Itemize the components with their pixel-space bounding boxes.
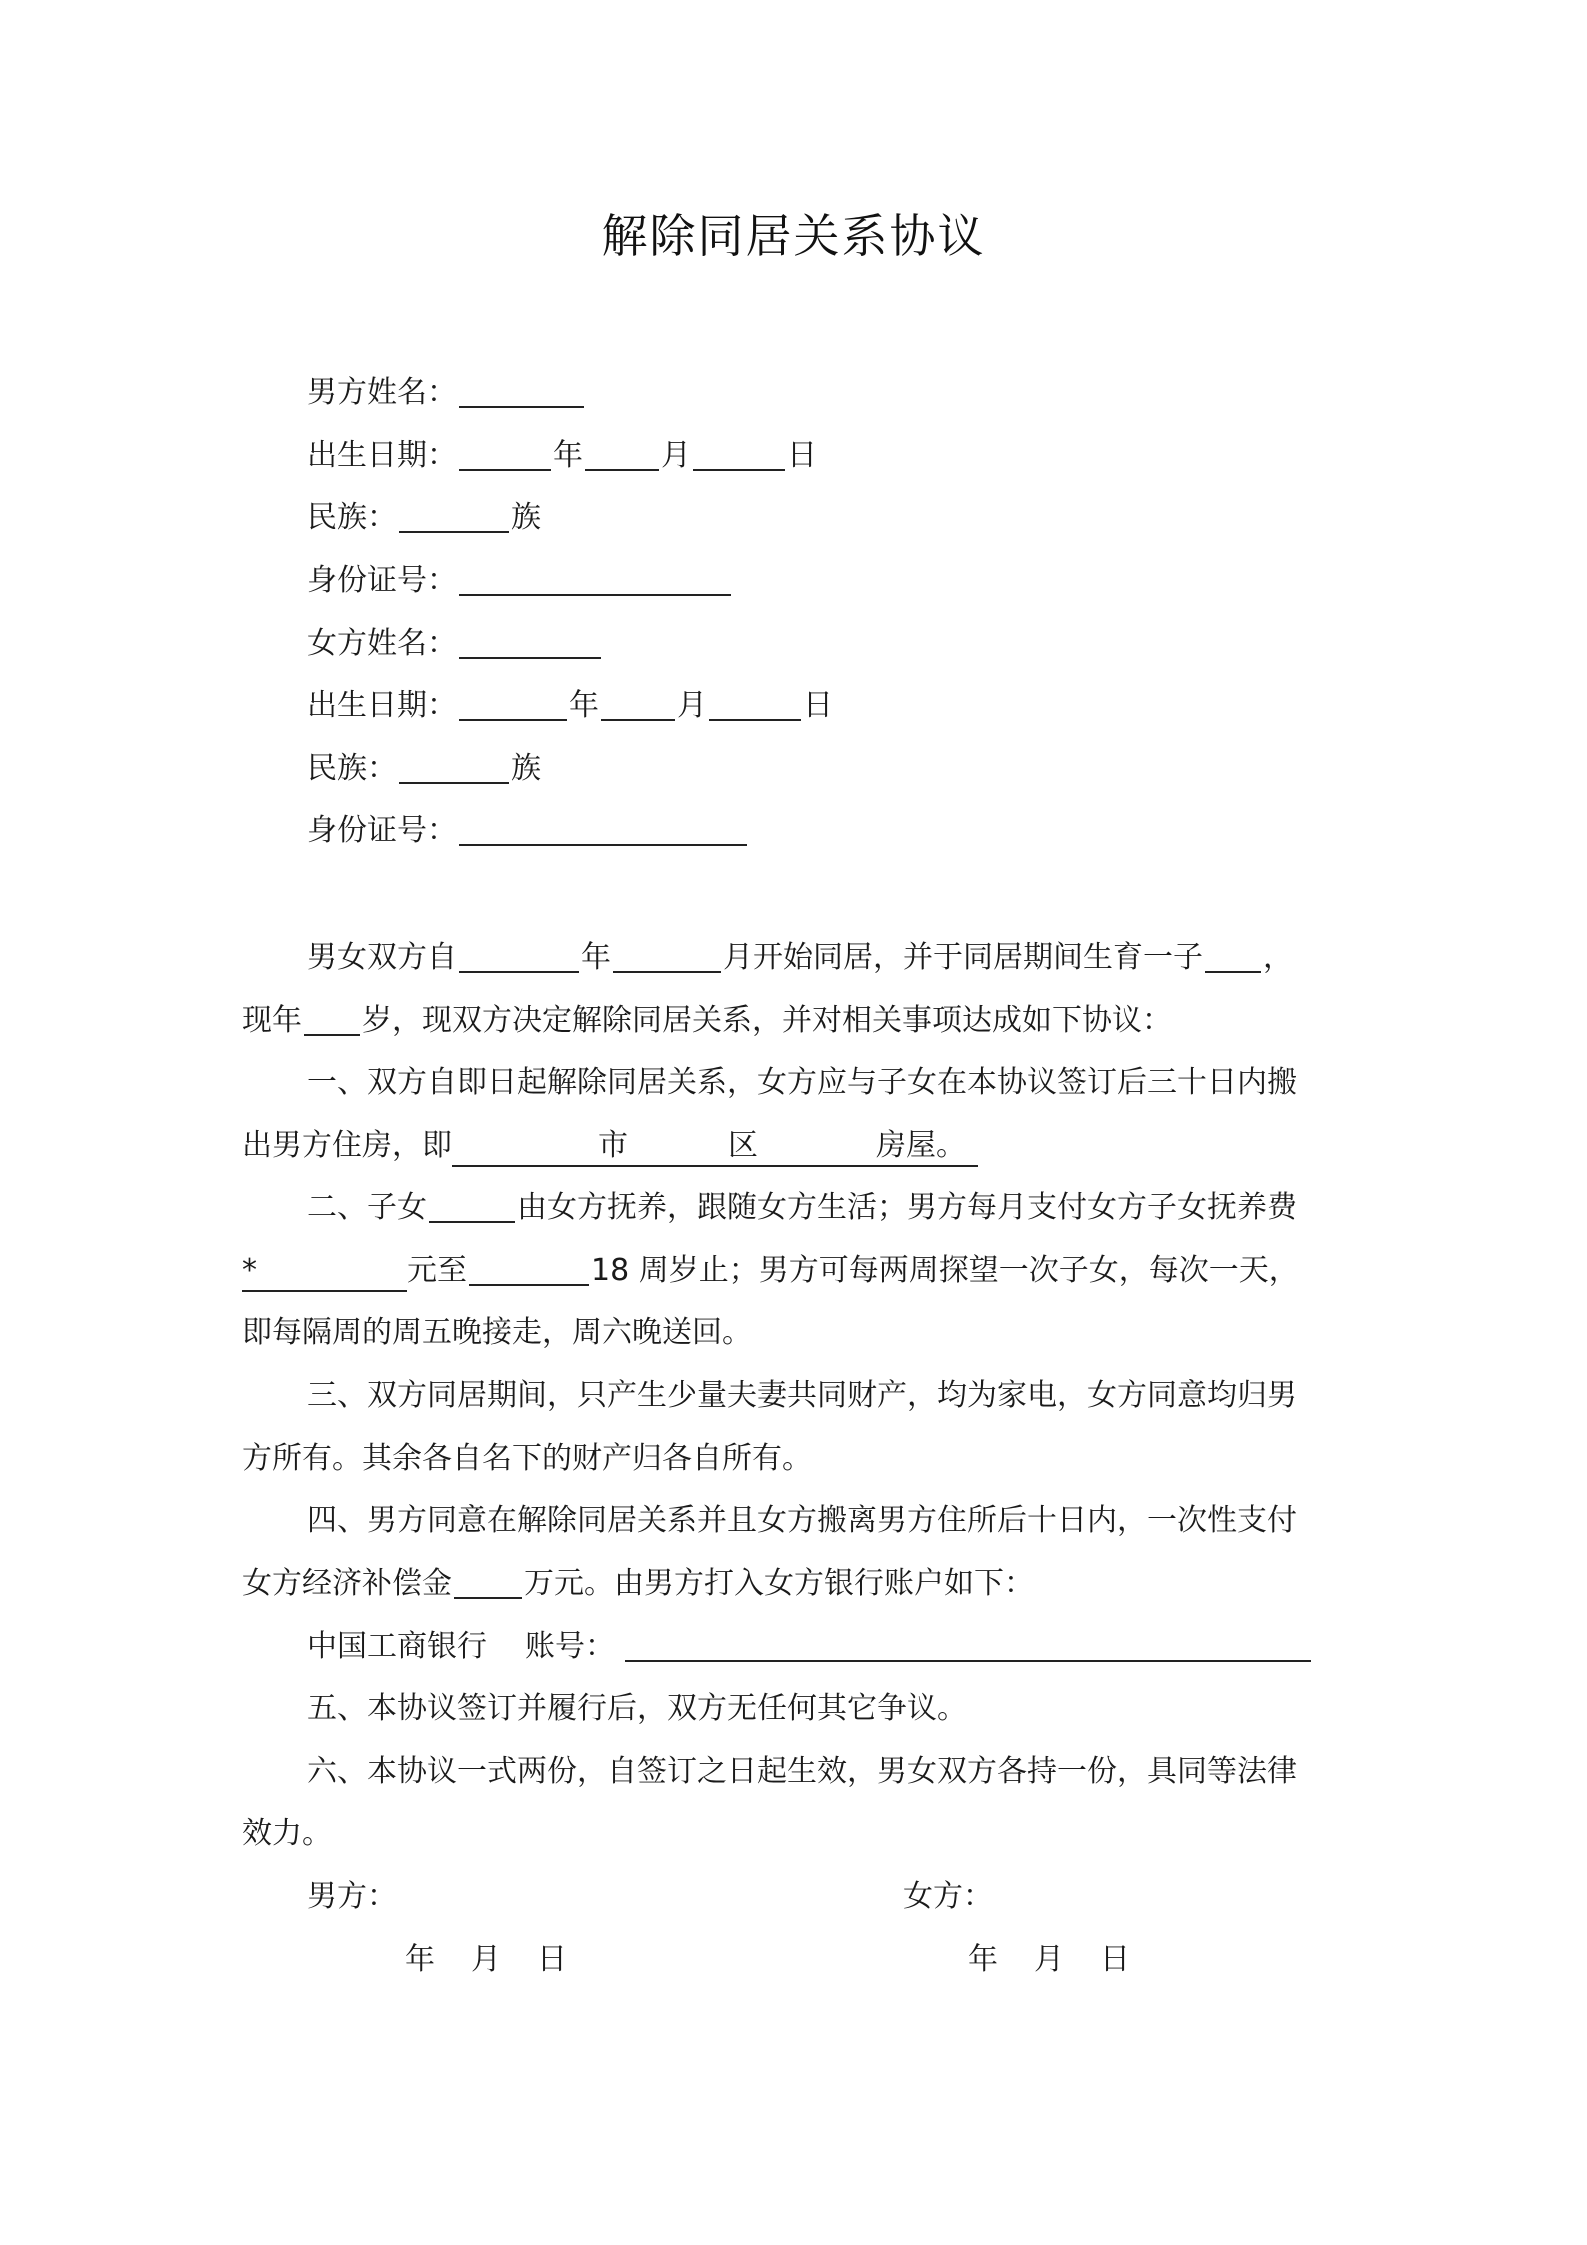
- clause-2-line-3: 即每隔周的周五晚接走，周六晚送回。: [242, 1315, 752, 1350]
- male-name-line: [307, 373, 586, 413]
- clause-4-text-a: 女方经济补偿金: [242, 1566, 452, 1601]
- month-label: 月: [661, 438, 691, 473]
- birth-month-blank: [585, 468, 659, 471]
- id-label: 身份证号：: [307, 563, 457, 598]
- account-label: 账号：: [525, 1629, 615, 1664]
- year-label: 年: [569, 688, 599, 723]
- clause-2-text-c: 18 周岁止；男方可每两周探望一次子女，每次一天，: [591, 1253, 1299, 1288]
- birth-month-blank: [601, 718, 675, 721]
- female-name-line: [307, 624, 603, 664]
- intro-line-1: [307, 938, 1293, 978]
- clause-2-text-a: 二、子女: [307, 1190, 427, 1225]
- bank-name: 中国工商银行: [307, 1629, 487, 1664]
- clause-4-line-2: [242, 1564, 1034, 1604]
- clause-6-line-1: 六、本协议一式两份，自签订之日起生效，男女双方各持一份，具同等法律: [307, 1754, 1297, 1789]
- day-label: 日: [803, 688, 833, 723]
- house-label: 房屋。: [876, 1128, 966, 1163]
- intro2-text-b: 岁，现双方决定解除同居关系，并对相关事项达成如下协议：: [362, 1003, 1172, 1038]
- intro-line-2: [242, 1001, 1172, 1041]
- birth-label: 出生日期：: [307, 438, 457, 473]
- child-blank: [1205, 970, 1261, 973]
- district-label: 区: [728, 1128, 758, 1163]
- female-birth-line: [307, 686, 833, 726]
- day-label: 日: [787, 438, 817, 473]
- ethnic-label: 民族：: [307, 751, 397, 786]
- birth-label: 出生日期：: [307, 688, 457, 723]
- clause-3-line-2: 方所有。其余各自名下的财产归各自所有。: [242, 1441, 812, 1476]
- birth-year-blank: [459, 718, 567, 721]
- clause-3-line-1: 三、双方同居期间，只产生少量夫妻共同财产，均为家电，女方同意均归男: [307, 1378, 1297, 1413]
- male-name-blank: [459, 405, 584, 408]
- female-ethnic-line: [307, 749, 541, 789]
- sig-day: 日: [1100, 1942, 1130, 1977]
- id-label: 身份证号：: [307, 813, 457, 848]
- child-age-blank: [304, 1033, 360, 1036]
- clause-5: 五、本协议签订并履行后，双方无任何其它争议。: [307, 1691, 967, 1726]
- sig-year: 年: [968, 1942, 998, 1977]
- male-id-line: [307, 561, 733, 601]
- cohabit-year-blank: [459, 970, 579, 973]
- support-amount-underline: [242, 1253, 407, 1292]
- male-signature-label: 男方：: [307, 1879, 397, 1914]
- id-blank: [459, 843, 747, 846]
- birth-year-blank: [459, 468, 551, 471]
- birth-day-blank: [709, 718, 801, 721]
- compensation-blank: [454, 1596, 522, 1599]
- yuan-label: 元至: [407, 1253, 467, 1288]
- female-signature-label: 女方：: [903, 1879, 993, 1914]
- intro-text-b: 年: [581, 940, 611, 975]
- birth-day-blank: [693, 468, 785, 471]
- city-label: 市: [598, 1128, 628, 1163]
- child-name-blank: [429, 1220, 515, 1223]
- ethnic-label: 民族：: [307, 500, 397, 535]
- female-signature-date: [968, 1940, 1130, 1980]
- clause-1-line-1: 一、双方自即日起解除同居关系，女方应与子女在本协议签订后三十日内搬: [307, 1065, 1297, 1100]
- clause-2-line-1: [307, 1188, 1297, 1228]
- ethnic-blank: [399, 530, 509, 533]
- clause-1-text: 出男方住房，即: [242, 1128, 452, 1163]
- month-label: 月: [677, 688, 707, 723]
- ethnic-suffix: 族: [511, 500, 541, 535]
- start-date-blank: [469, 1283, 589, 1286]
- ethnic-blank: [399, 781, 509, 784]
- clause-2-text-b: 由女方抚养，跟随女方生活；男方每月支付女方子女抚养费: [517, 1190, 1297, 1225]
- male-ethnic-line: [307, 498, 541, 538]
- clause-1-line-2: [242, 1126, 978, 1166]
- clause-6-line-2: 效力。: [242, 1816, 332, 1851]
- sig-year: 年: [405, 1942, 435, 1977]
- year-label: 年: [553, 438, 583, 473]
- male-birth-line: [307, 436, 817, 476]
- address-underline: [452, 1128, 978, 1167]
- account-blank: [625, 1659, 1311, 1662]
- document-title: 解除同居关系协议: [601, 209, 986, 263]
- clause-4-line-1: 四、男方同意在解除同居关系并且女方搬离男方住所后十日内，一次性支付: [307, 1503, 1297, 1538]
- bank-line: [307, 1627, 1313, 1667]
- ethnic-suffix: 族: [511, 751, 541, 786]
- intro2-text-a: 现年: [242, 1003, 302, 1038]
- clause-2-line-2: [242, 1251, 1299, 1291]
- intro-text-d: ，: [1263, 940, 1293, 975]
- male-signature-date: [405, 1940, 567, 1980]
- female-name-label: 女方姓名：: [307, 626, 457, 661]
- id-blank: [459, 593, 731, 596]
- sig-month: 月: [471, 1942, 501, 1977]
- clause-4-text-b: 万元。由男方打入女方银行账户如下：: [524, 1566, 1034, 1601]
- intro-text-a: 男女双方自: [307, 940, 457, 975]
- sig-month: 月: [1034, 1942, 1064, 1977]
- intro-text-c: 月开始同居，并于同居期间生育一子: [723, 940, 1203, 975]
- female-name-blank: [459, 656, 601, 659]
- male-name-label: 男方姓名：: [307, 375, 457, 410]
- cohabit-month-blank: [613, 970, 721, 973]
- star-mark: *: [242, 1253, 257, 1288]
- female-id-line: [307, 811, 749, 851]
- sig-day: 日: [537, 1942, 567, 1977]
